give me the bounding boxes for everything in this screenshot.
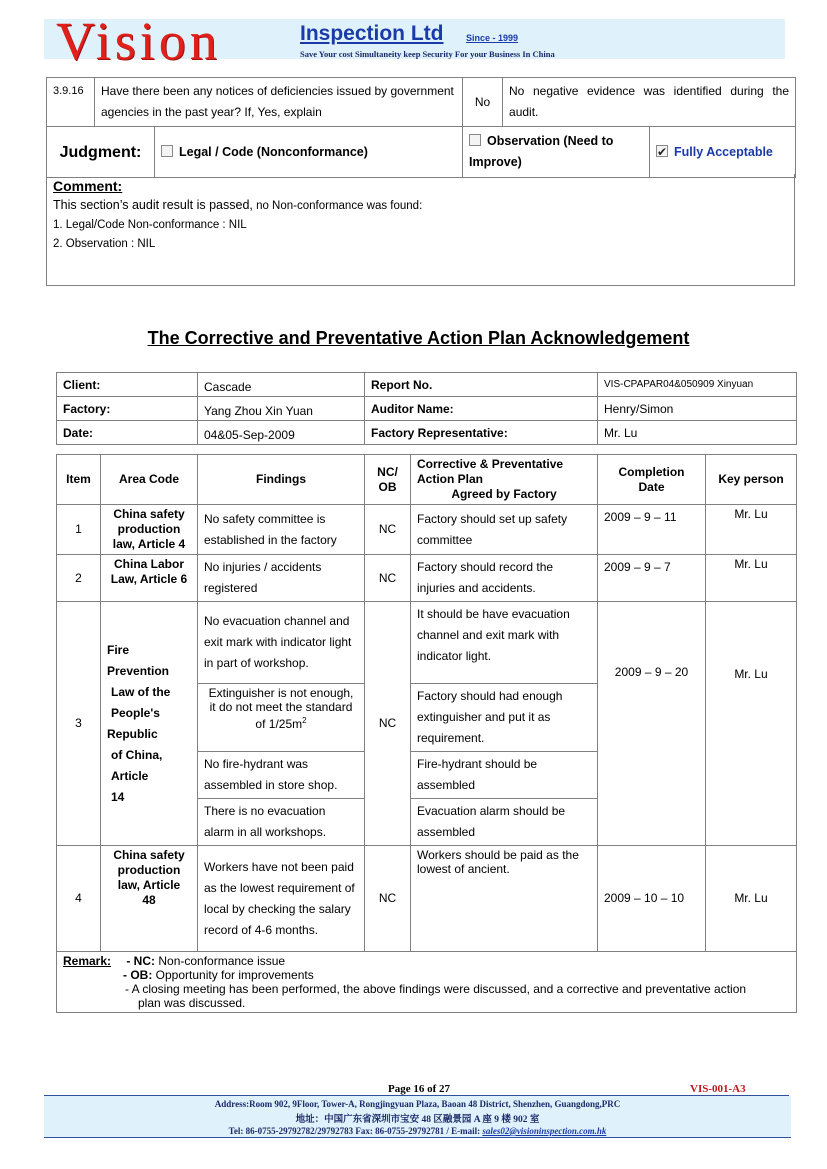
judgment-label: Judgment: [47,127,155,178]
row-4-ncob: NC [365,846,411,952]
remark-ob-key: - OB: [123,968,153,982]
row-3-finding-b-text: Extinguisher is not enough, it do not meet the standard of 1/25m [208,686,354,731]
audit-answer: No [463,78,503,127]
row-3-area-line: Prevention [107,663,170,678]
row-2-item: 2 [57,555,101,602]
row-3-action-c: Fire-hydrant should be assembled [411,752,598,799]
table-row [57,602,797,684]
auditor-value: Henry/Simon [598,397,797,421]
audit-row [47,78,796,127]
remark-line-1 [63,954,790,968]
row-3-finding-a: No evacuation channel and exit mark with indicator light in part of workshop. [198,602,365,684]
report-info-table [56,372,797,445]
comment-line-2: 1. Legal/Code Non-conformance : NIL [53,219,247,231]
client-value: Cascade [198,373,365,397]
footer-address: Address:Room 902, 9Floor, Tower-A, Rongjingyuan Plaza, Baoan 48 District, Shenzhen, Guangdong,PRC [214,1099,621,1109]
row-3-date: 2009 – 9 – 20 [598,602,706,846]
remark-note-1: - A closing meeting has been performed, the above findings were discussed, and a corrective and preventative action [125,982,747,996]
row-3-action-a: It should be have evacuation channel and exit mark with indicator light. [411,602,598,684]
judgment-option-observation[interactable] [463,127,650,178]
row-3-area-line: Republic [107,726,158,741]
row-2-ncob: NC [365,555,411,602]
col-header-action-main: Corrective & Preventative Action Plan [417,457,564,486]
row-3-area-line: Fire [107,642,130,657]
comment-line-1-main: This section’s audit result is passed, [53,198,253,212]
representative-value: Mr. Lu [598,421,797,445]
checkbox-acceptable[interactable] [656,145,668,157]
row-1-person: Mr. Lu [706,505,797,555]
representative-label: Factory Representative: [365,421,598,445]
row-2-action: Factory should record the injuries and accidents. [411,555,598,602]
col-header-person: Key person [706,455,797,505]
row-4-person: Mr. Lu [706,846,797,952]
row-4-date: 2009 – 10 – 10 [598,846,706,952]
table-row [57,846,797,952]
remark-line-2 [63,968,790,982]
section-title: The Corrective and Preventative Action Plan Acknowledgement [147,328,690,348]
row-3-area-line: People's [111,705,160,720]
comment-line-3: 2. Observation : NIL [53,238,156,250]
row-3-area [101,602,198,846]
row-3-area-line: 14 [111,789,125,804]
audit-evidence: No negative evidence was identified during the audit. [503,78,796,127]
row-3-ncob: NC [365,602,411,846]
col-header-findings: Findings [198,455,365,505]
judgment-option-acceptable[interactable] [650,127,796,178]
judgment-option-legal-label: Legal / Code (Nonconformance) [179,144,368,159]
comment-line-1-small: no Non-conformance was found: [252,200,423,212]
row-3-area-line: of China, [111,747,163,762]
row-4-action: Workers should be paid as the lowest of ancient. [411,846,598,952]
findings-table [56,454,797,1013]
footer-contact [44,1126,791,1136]
row-3-finding-b-sup: 2 [302,716,307,725]
document-code: VIS-001-A3 [690,1083,746,1095]
row-3-finding-b [198,684,365,752]
col-header-item: Item [57,455,101,505]
row-2-person: Mr. Lu [706,555,797,602]
row-3-finding-c: No fire-hydrant was assembled in store shop. [198,752,365,799]
footer-contact-text: Tel: 86-0755-29792782/29792783 Fax: 86-0755-29792781 / E-mail: [228,1126,483,1136]
comment-box [46,174,795,286]
comment-title: Comment: [53,178,123,194]
client-label: Client: [57,373,198,397]
report-no-label: Report No. [365,373,598,397]
col-header-action-sub: Agreed by Factory [451,487,557,501]
row-1-finding: No safety committee is established in the factory [198,505,365,555]
factory-value: Yang Zhou Xin Yuan [198,397,365,421]
footer-address-cn: 地址：中国广东省深圳市宝安 48 区融景园 A 座 9 楼 902 室 [295,1115,540,1125]
row-4-finding: Workers have not been paid as the lowest requirement of local by checking the salary record of 4-6 months. [198,846,365,952]
report-no-value: VIS-CPAPAR04&050909 Xinyuan [598,373,797,397]
audit-number: 3.9.16 [47,78,95,127]
row-1-area: China safety production law, Article 4 [101,505,198,555]
checkbox-legal[interactable] [161,145,173,157]
row-3-item: 3 [57,602,101,846]
comment-line-1 [53,198,788,212]
row-3-action-b: Factory should had enough extinguisher and put it as requirement. [411,684,598,752]
row-2-date: 2009 – 9 – 7 [598,555,706,602]
remark-nc-key: - NC: [126,954,156,968]
row-3-area-line: Article [111,768,149,783]
table-row [57,555,797,602]
company-name: Inspection Ltd [300,22,444,45]
row-2-finding: No injuries / accidents registered [198,555,365,602]
date-label: Date: [57,421,198,445]
remark-row [57,952,797,1013]
row-4-area: China safety production law, Article 48 [101,846,198,952]
row-3-finding-d: There is no evacuation alarm in all workshops. [198,799,365,846]
date-value: 04&05-Sep-2009 [198,421,365,445]
col-header-date: Completion Date [598,455,706,505]
footer-email-link[interactable]: sales02@visioninspection.com.hk [482,1126,607,1136]
judgment-option-observation-label: Observation (Need to Improve) [469,134,614,169]
auditor-label: Auditor Name: [365,397,598,421]
checkbox-observation[interactable] [469,134,481,146]
judgment-option-legal[interactable] [155,127,463,178]
col-header-action [411,455,598,505]
judgment-row [47,127,796,178]
row-4-item: 4 [57,846,101,952]
table-row [57,505,797,555]
row-2-area: China Labor Law, Article 6 [101,555,198,602]
factory-label: Factory: [57,397,198,421]
row-1-action: Factory should set up safety committee [411,505,598,555]
audit-question: Have there been any notices of deficiencies issued by government agencies in the past year? If, Yes, explain [95,78,463,127]
row-1-date: 2009 – 9 – 11 [598,505,706,555]
remark-cell [57,952,797,1013]
row-3-action-d: Evacuation alarm should be assembled [411,799,598,846]
col-header-area: Area Code [101,455,198,505]
audit-item-table [46,77,796,178]
company-tagline: Save Your cost Simultaneity keep Security For your Business In China [300,49,555,59]
judgment-option-acceptable-label: Fully Acceptable [674,144,773,159]
vision-logo: Vision [56,11,221,71]
row-3-area-line: Law of the [111,684,171,699]
col-header-ncob: NC/ OB [365,455,411,505]
row-3-person: Mr. Lu [706,602,797,846]
remark-ob-text: Opportunity for improvements [152,968,314,982]
page-number: Page 16 of 27 [388,1083,451,1095]
remark-nc-text: Non-conformance issue [155,954,286,968]
since-label: Since - 1999 [466,33,519,43]
row-1-ncob: NC [365,505,411,555]
row-1-item: 1 [57,505,101,555]
remark-label: Remark: [63,954,112,968]
findings-header-row [57,455,797,505]
remark-note-2: plan was discussed. [138,996,246,1010]
